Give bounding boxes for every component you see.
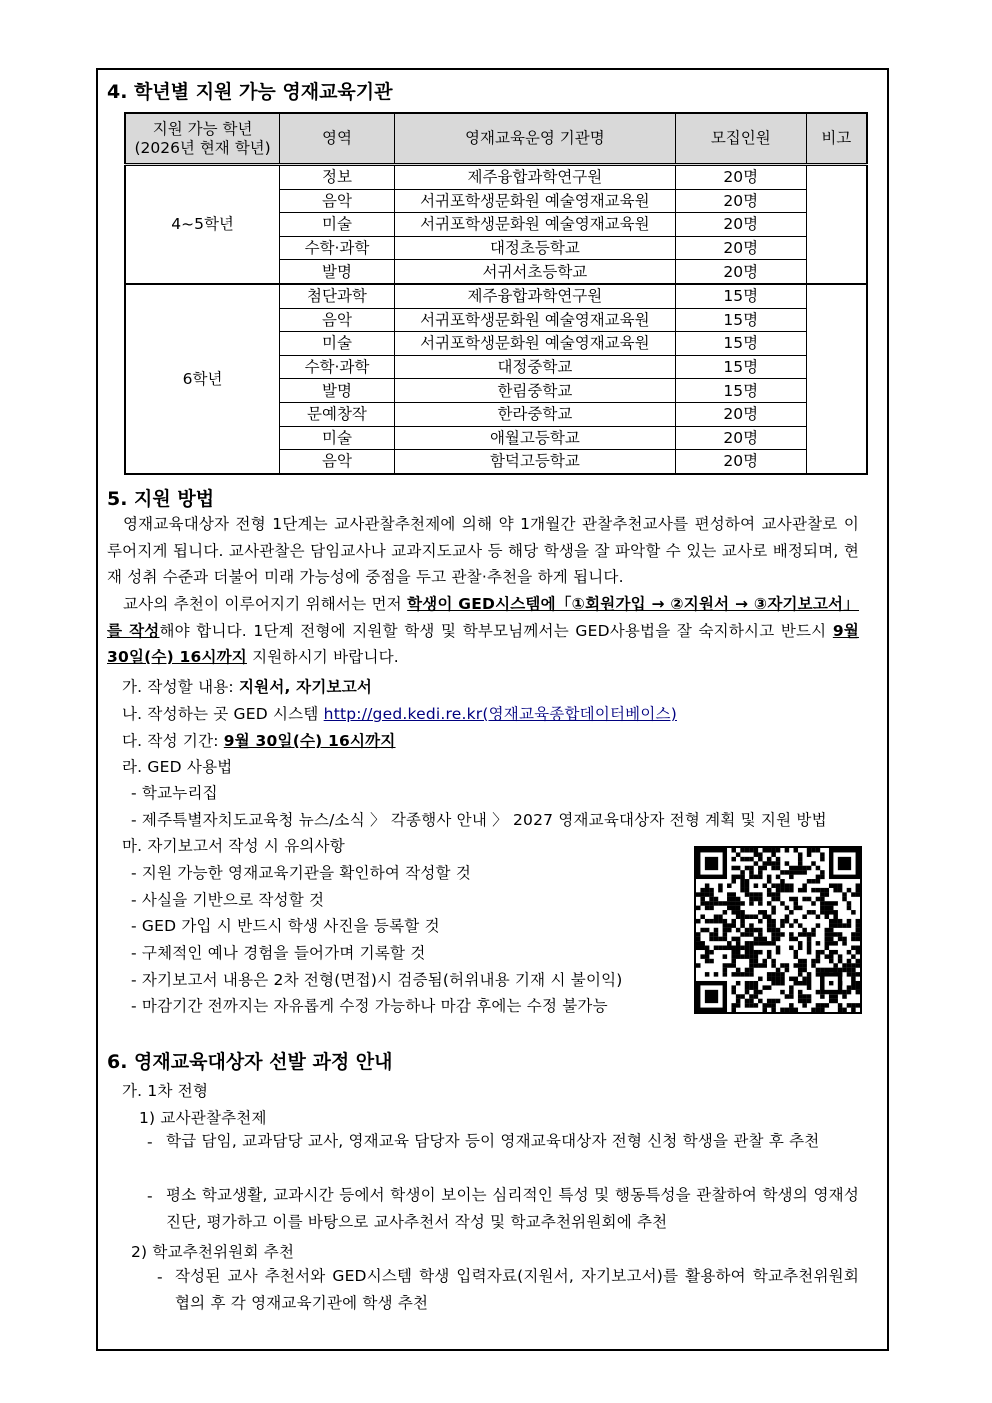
cell-count: 15명: [675, 284, 806, 308]
cell-area: 미술: [280, 332, 395, 356]
item-da-label: 다. 작성 기간:: [122, 732, 224, 750]
header-count: 모집인원: [675, 113, 806, 165]
cell-area: 첨단과학: [280, 284, 395, 308]
cell-count: 20명: [675, 189, 806, 213]
cell-area: 음악: [280, 308, 395, 332]
table-row: [125, 165, 867, 190]
qr-code[interactable]: [694, 846, 862, 1014]
item-ga-value: 지원서, 자기보고서: [238, 678, 373, 696]
cell-institution: 애월고등학교: [394, 426, 675, 450]
cell-count: 15명: [675, 379, 806, 403]
cell-institution: 제주융합과학연구원: [394, 284, 675, 308]
table-row: [125, 284, 867, 308]
cell-area: 발명: [280, 379, 395, 403]
cell-count: 20명: [675, 450, 806, 474]
ma-list-item: - 자기보고서 내용은 2차 전형(면접)시 검증됨(허위내용 기재 시 불이익): [131, 971, 623, 989]
cell-count: 15명: [675, 332, 806, 356]
cell-institution: 대정초등학교: [394, 236, 675, 260]
teacher-observation-bullet-1: 학급 담임, 교과담당 교사, 영재교육 담당자 등이 영재교육대상자 전형 신청 학생을 관찰 후 추천: [166, 1132, 820, 1150]
cell-area: 음악: [280, 189, 395, 213]
cell-institution: 서귀포학생문화원 예술영재교육원: [394, 308, 675, 332]
cell-area: 음악: [280, 450, 395, 474]
cell-area: 미술: [280, 213, 395, 237]
ra-list-item: - 제주특별자치도교육청 뉴스/소식 〉 각종행사 안내 〉 2027 영재교육대상자 전형 계획 및 지원 방법: [131, 811, 827, 829]
ra-list-item: - 학교누리집: [131, 784, 218, 802]
bullet-dash: -: [157, 1268, 163, 1286]
header-grade-line1: 지원 가능 학년: [152, 119, 253, 138]
item-da-value: 9월 30일(수) 16시까지: [223, 732, 396, 750]
cell-area: 수학·과학: [280, 355, 395, 379]
item-ma: 마. 자기보고서 작성 시 유의사항: [122, 837, 345, 855]
table-header-row: [125, 113, 867, 165]
cell-area: 발명: [280, 260, 395, 284]
ged-system-link[interactable]: http://ged.kedi.re.kr(영재교육종합데이터베이스): [323, 705, 677, 723]
cell-count: 20명: [675, 165, 806, 190]
cell-count: 20명: [675, 236, 806, 260]
item-first-round: 가. 1차 전형: [122, 1082, 209, 1100]
cell-institution: 서귀서초등학교: [394, 260, 675, 284]
cell-grade: 6학년: [125, 284, 280, 474]
ma-list-item: - GED 가입 시 반드시 학생 사진을 등록할 것: [131, 917, 440, 935]
header-grade: [125, 113, 280, 165]
bullet-dash: -: [147, 1133, 153, 1151]
cell-institution: 한라중학교: [394, 402, 675, 426]
item-teacher-observation: 1) 교사관찰추천제: [139, 1109, 267, 1127]
cell-count: 15명: [675, 355, 806, 379]
para2-highlight-steps: 학생이 GED시스템에「①회원가입 → ②지원서 → ③자기보고서」를 작성: [107, 595, 860, 640]
item-ra: 라. GED 사용법: [122, 758, 233, 776]
cell-area: 정보: [280, 165, 395, 190]
item-da: [122, 729, 396, 751]
header-area: 영역: [280, 113, 395, 165]
teacher-observation-bullet-2: 평소 학교생활, 교과시간 등에서 학생이 보이는 심리적인 특성 및 행동특성을 관찰하여 학생의 영재성 진단, 평가하고 이를 바탕으로 교사추천서 작성 및 학교추천위원회에 추천: [166, 1186, 859, 1231]
section-6-title: 6. 영재교육대상자 선발 과정 안내: [107, 1051, 393, 1073]
cell-note: [806, 165, 867, 284]
para2-text-e: 지원하시기 바랍니다.: [246, 648, 399, 666]
ma-list-item: - 구체적인 예나 경험을 들어가며 기록할 것: [131, 944, 426, 962]
header-institution: 영재교육운영 기관명: [394, 113, 675, 165]
cell-institution: 서귀포학생문화원 예술영재교육원: [394, 213, 675, 237]
cell-count: 20명: [675, 402, 806, 426]
item-ga-label: 가. 작성할 내용:: [122, 678, 239, 696]
cell-count: 20명: [675, 260, 806, 284]
table-body: [125, 165, 867, 474]
qr-code-icon: [696, 848, 860, 1012]
ma-list-item: - 마감기간 전까지는 자유롭게 수정 가능하나 마감 후에는 수정 불가능: [131, 997, 608, 1015]
cell-institution: 서귀포학생문화원 예술영재교육원: [394, 332, 675, 356]
cell-grade: 4~5학년: [125, 165, 280, 284]
cell-count: 20명: [675, 426, 806, 450]
cell-area: 미술: [280, 426, 395, 450]
section-4-title: 4. 학년별 지원 가능 영재교육기관: [107, 81, 393, 103]
ma-list-item: - 지원 가능한 영재교육기관을 확인하여 작성할 것: [131, 864, 472, 882]
item-na: [122, 702, 677, 724]
para2-deadline: 9월 30일(수) 16시까지: [107, 621, 859, 666]
bullet-dash: -: [147, 1187, 153, 1205]
ma-list-item: - 사실을 기반으로 작성할 것: [131, 891, 325, 909]
cell-count: 15명: [675, 308, 806, 332]
cell-count: 20명: [675, 213, 806, 237]
header-grade-line2: (2026년 현재 학년): [134, 138, 271, 157]
item-na-label: 나. 작성하는 곳 GED 시스템: [122, 705, 324, 723]
section-5-paragraph-2: [107, 591, 859, 671]
cell-area: 수학·과학: [280, 236, 395, 260]
cell-note: [806, 284, 867, 474]
cell-institution: 제주융합과학연구원: [394, 165, 675, 190]
school-committee-bullet-1: 작성된 교사 추천서와 GED시스템 학생 입력자료(지원서, 자기보고서)를 활용하여 학교추천위원회 협의 후 각 영재교육기관에 학생 추천: [175, 1267, 859, 1312]
section-5-title: 5. 지원 방법: [107, 488, 215, 510]
cell-institution: 함덕고등학교: [394, 450, 675, 474]
header-note: 비고: [806, 113, 867, 165]
cell-institution: 대정중학교: [394, 355, 675, 379]
item-ga: [122, 675, 372, 697]
cell-area: 문예창작: [280, 402, 395, 426]
institution-table: [124, 112, 868, 475]
para2-text-c: 해야 합니다. 1단계 전형에 지원할 학생 및 학부모님께서는 GED사용법을 잘 숙지하시고 반드시: [159, 621, 833, 640]
item-school-committee: 2) 학교추천위원회 추천: [131, 1243, 295, 1261]
cell-institution: 한림중학교: [394, 379, 675, 403]
para2-text-a: 교사의 추천이 이루어지기 위해서는 먼저: [123, 595, 408, 613]
section-5-paragraph-1: 영재교육대상자 전형 1단계는 교사관찰추천제에 의해 약 1개월간 관찰추천교사를 편성하여 교사관찰로 이루어지게 됩니다. 교사관찰은 담임교사나 교과지도교사 등 해당 학생을 잘 파악할 수 있는 교사로 배정되며, 현재 성취 수준과 더불어 미래 가능성에 중점을 두고 관찰·추천을 하게 됩니다.: [107, 515, 859, 586]
cell-institution: 서귀포학생문화원 예술영재교육원: [394, 189, 675, 213]
